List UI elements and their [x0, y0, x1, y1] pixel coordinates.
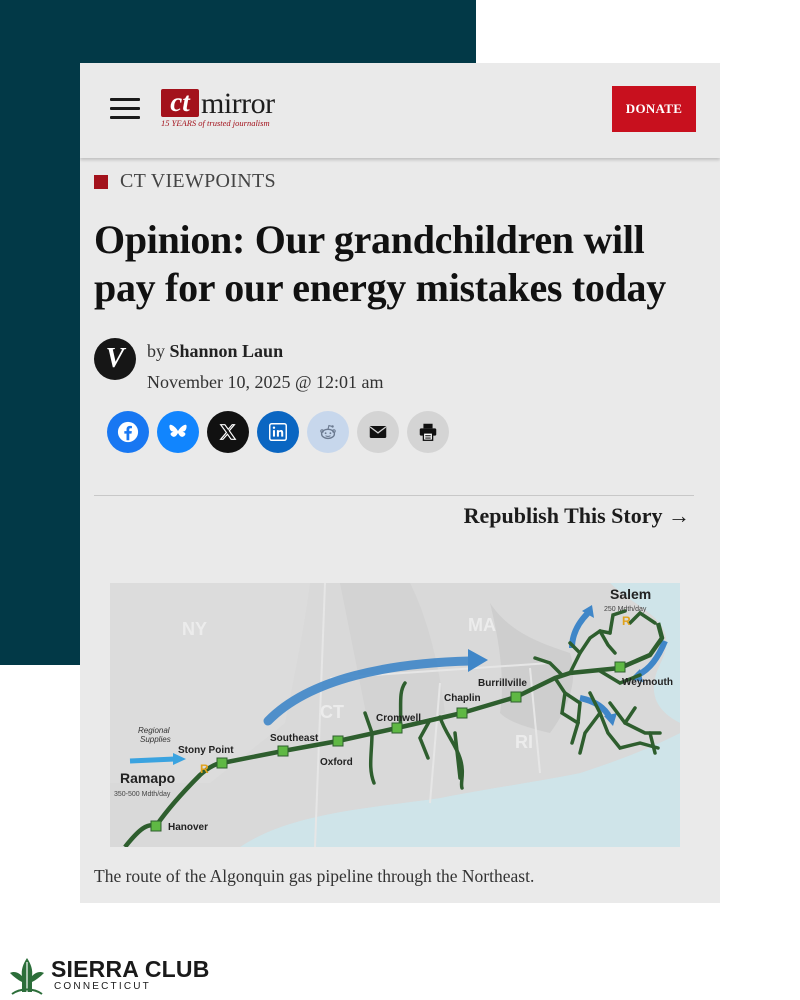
reddit-icon — [317, 421, 339, 443]
email-icon — [367, 421, 389, 443]
pipeline-map — [110, 583, 680, 847]
divider-line — [94, 495, 694, 496]
pipeline-map-graphic — [110, 583, 680, 847]
station-hanover — [151, 821, 161, 831]
map-label-stony-point: Stony Point — [178, 745, 234, 756]
sierra-club-tree-icon — [6, 954, 48, 996]
station-stony-point — [217, 758, 227, 768]
ctmirror-logo[interactable] — [161, 89, 301, 131]
map-label-regional: Regional — [138, 726, 170, 735]
map-label-cromwell: Cromwell — [376, 713, 422, 724]
logo-ct-mark: ct — [161, 89, 199, 117]
author-name[interactable]: Shannon Laun — [169, 341, 284, 361]
receipt-marker-salem: R — [622, 614, 631, 628]
republish-link[interactable]: Republish This Story → — [463, 503, 690, 528]
sierra-club-chapter: CONNECTICUT — [54, 981, 151, 992]
station-weymouth — [615, 662, 625, 672]
map-label-salem-capacity: 250 Mdth/day — [604, 606, 647, 613]
station-chaplin — [457, 708, 467, 718]
logo-wordmark: mirror — [201, 87, 275, 120]
facebook-share-button[interactable] — [107, 411, 149, 453]
receipt-marker-ramapo: R — [200, 762, 209, 776]
station-southeast — [278, 746, 288, 756]
bluesky-icon — [167, 421, 189, 443]
publish-date: November 10, 2025 @ 12:01 am — [147, 372, 384, 392]
site-header — [80, 63, 720, 158]
menu-icon[interactable] — [110, 98, 140, 120]
x-icon — [217, 421, 239, 443]
share-buttons — [107, 411, 457, 453]
sierra-club-name: SIERRA CLUB — [51, 956, 210, 982]
map-label-burrillville: Burrillville — [478, 678, 527, 689]
byline-prefix: by — [147, 341, 165, 361]
linkedin-share-button[interactable] — [257, 411, 299, 453]
map-label-salem: Salem — [610, 586, 652, 602]
station-cromwell — [392, 723, 402, 733]
map-state-label: NY — [182, 619, 208, 639]
flow-arrow — [130, 759, 175, 761]
logo-tagline: 15 YEARS of trusted journalism — [161, 118, 270, 128]
donate-button[interactable]: DONATE — [612, 86, 696, 132]
facebook-icon — [117, 421, 139, 443]
map-label-hanover: Hanover — [168, 822, 209, 833]
bluesky-share-button[interactable] — [157, 411, 199, 453]
linkedin-icon — [267, 421, 289, 443]
section-name: CT VIEWPOINTS — [120, 170, 276, 192]
map-label-weymouth: Weymouth — [622, 677, 673, 688]
x-share-button[interactable] — [207, 411, 249, 453]
map-label-oxford: Oxford — [320, 757, 353, 768]
map-state-label: RI — [515, 732, 533, 752]
print-icon — [417, 421, 439, 443]
map-label-ramapo-capacity: 350-500 Mdth/day — [114, 791, 171, 798]
map-state-label: MA — [468, 615, 496, 635]
article-screenshot-card — [80, 63, 720, 903]
map-state-label: CT — [320, 702, 344, 722]
print-button[interactable] — [407, 411, 449, 453]
article-headline: Opinion: Our grandchildren will pay for our energy mistakes today — [94, 217, 666, 310]
sierra-club-logo — [6, 952, 210, 996]
map-label-chaplin: Chaplin — [444, 693, 481, 704]
author-avatar: V — [94, 338, 136, 380]
map-label-southeast: Southeast — [270, 733, 319, 744]
reddit-share-button[interactable] — [307, 411, 349, 453]
station-oxford — [333, 736, 343, 746]
station-burrillville — [511, 692, 521, 702]
email-share-button[interactable] — [357, 411, 399, 453]
section-square-icon — [94, 175, 108, 189]
map-label-ramapo: Ramapo — [120, 770, 176, 786]
map-label-regional: Supplies — [140, 735, 171, 744]
image-caption: The route of the Algonquin gas pipeline through the Northeast. — [94, 866, 535, 886]
section-label[interactable] — [94, 170, 276, 193]
byline — [147, 341, 283, 362]
